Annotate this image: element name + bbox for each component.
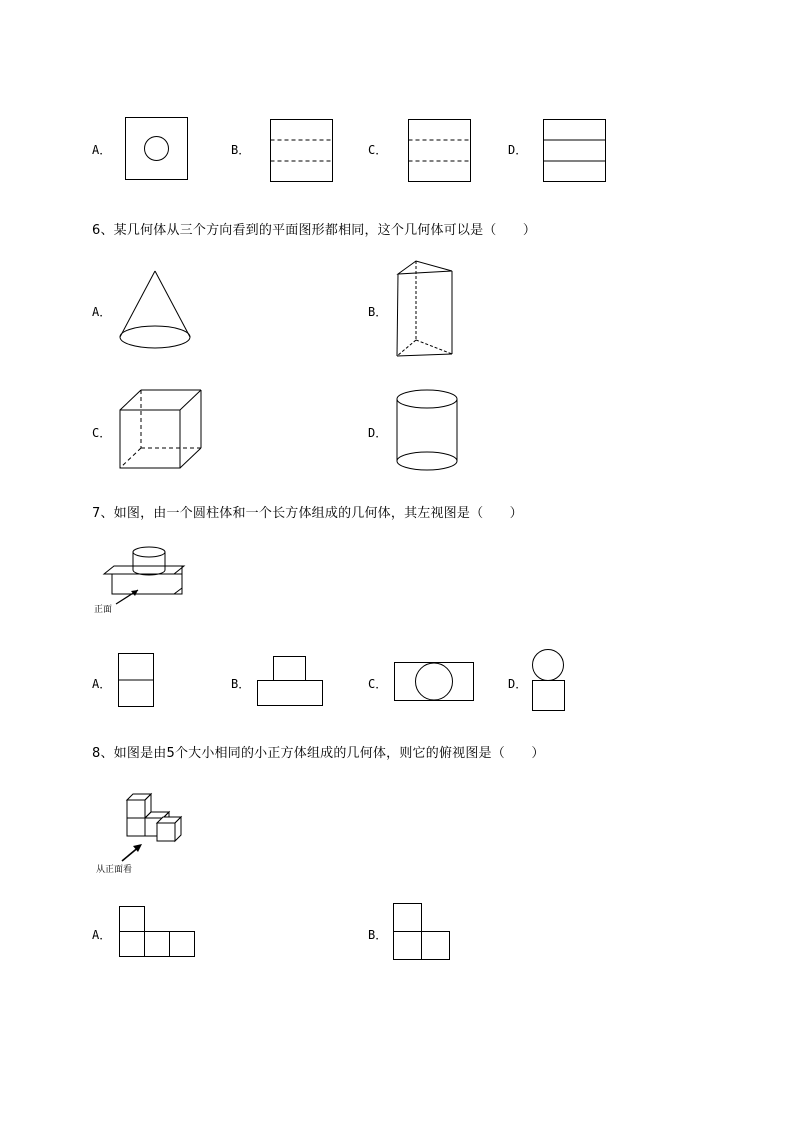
q5-option-c-figure[interactable] [408, 119, 472, 183]
q6-option-c-label: C． [92, 426, 112, 440]
q7-option-c-label: C． [368, 677, 388, 691]
q6-question-text: 6、某几何体从三个方向看到的平面图形都相同，这个几何体可以是（ ） [92, 223, 537, 238]
q5-option-d-figure[interactable] [543, 119, 607, 183]
q8-option-b-label: B． [368, 928, 388, 942]
q7-option-b-figure[interactable] [257, 656, 325, 708]
q5-option-c-label: C． [368, 143, 388, 157]
q7-figure-label: 正面 [94, 605, 113, 615]
q8-option-b-figure[interactable] [393, 903, 453, 963]
q8-option-a-figure[interactable] [119, 906, 197, 960]
q5-option-b-figure[interactable] [270, 119, 334, 183]
q5-option-a-label: A． [92, 143, 112, 157]
q7-option-b-label: B． [231, 677, 251, 691]
q7-option-c-figure[interactable] [394, 662, 476, 702]
q6-option-a-label: A． [92, 305, 112, 319]
q6-option-c-cube[interactable] [117, 388, 205, 472]
q6-option-a-cone[interactable] [118, 268, 194, 352]
q7-option-d-label: D． [508, 677, 528, 691]
q7-option-a-figure[interactable] [118, 653, 156, 709]
q8-question-text: 8、如图是由5个大小相同的小正方体组成的几何体，则它的俯视图是（ ） [92, 746, 545, 761]
q7-question-text: 7、如图，由一个圆柱体和一个长方体组成的几何体，其左视图是（ ） [92, 506, 523, 521]
q7-option-d-figure[interactable] [530, 649, 568, 715]
q5-option-d-label: D． [508, 143, 528, 157]
q6-option-d-label: D． [368, 426, 388, 440]
q7-option-a-label: A． [92, 677, 112, 691]
q8-figure-cubes [96, 790, 192, 862]
q6-option-b-prism[interactable] [393, 258, 459, 360]
q8-option-a-label: A． [92, 928, 112, 942]
q6-option-b-label: B． [368, 305, 388, 319]
q5-option-b-label: B． [231, 143, 251, 157]
q5-option-a-figure[interactable] [125, 117, 189, 181]
q8-figure-label: 从正面看 [96, 865, 133, 875]
q6-option-d-cylinder[interactable] [395, 388, 459, 474]
